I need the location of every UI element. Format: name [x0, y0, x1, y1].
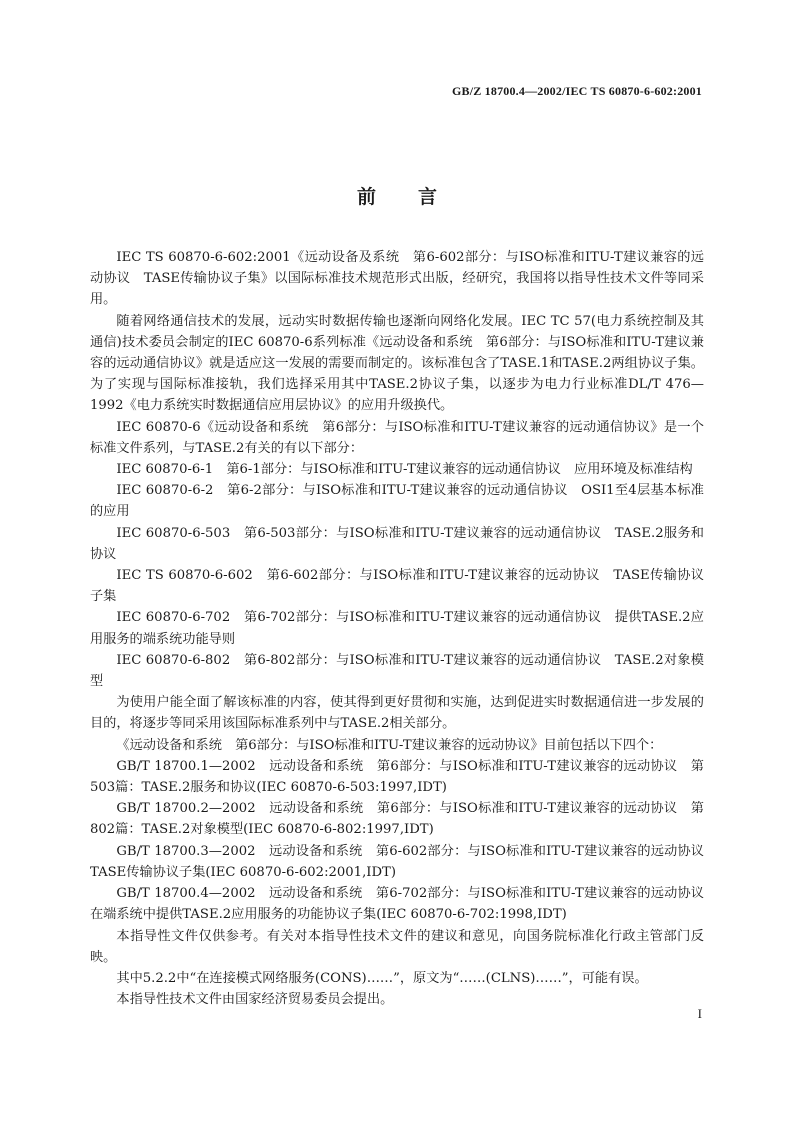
list-item: GB/T 18700.1—2002 远动设备和系统 第6部分：与ISO标准和ITU-T建议兼容的远动协议 第503篇：TASE.2服务和协议(IEC 60870-6-503:1997,IDT) [90, 758, 704, 796]
paragraph: 随着网络通信技术的发展，远动实时数据传输也逐渐向网络化发展。IEC TC 57(电力系统控制及其通信)技术委员会制定的IEC 60870-6系列标准《远动设备和系统 第6部分：与ISO标准和ITU-T建议兼容的远动通信协议》就是适应这一发展的需要而制定的。该标准包含了TASE.1和TASE.2两组协议子集。为了实现与国际标准接轨，我们选择采用其中TASE.2协议子集，以逐步为电力行业标准DL/T 476—1992《电力系统实时数据通信应用层协议》的应用升级换代。 [90, 313, 704, 414]
list-item: GB/T 18700.4—2002 远动设备和系统 第6-702部分：与ISO标准和ITU-T建议兼容的远动协议 在端系统中提供TASE.2应用服务的功能协议子集(IEC 60870-6-702:1998,IDT) [90, 886, 718, 923]
list-item: IEC 60870-6-2 第6-2部分：与ISO标准和ITU-T建议兼容的远动通信协议 OSI1至4层基本标准的应用 [90, 483, 704, 520]
paragraph: 为使用户能全面了解该标准的内容，使其得到更好贯彻和实施，达到促进实时数据通信进一步发展的目的，将逐步等同采用该国际标准系列中与TASE.2相关部分。 [90, 695, 704, 732]
paragraph: 本指导性文件仅供参考。有关对本指导性技术文件的建议和意见，向国务院标准化行政主管部门反映。 [90, 928, 704, 965]
list-item: IEC 60870-6-702 第6-702部分：与ISO标准和ITU-T建议兼容的远动通信协议 提供TASE.2应用服务的端系统功能导则 [90, 610, 704, 647]
page-number: I [697, 1006, 702, 1021]
list-item: IEC 60870-6-503 第6-503部分：与ISO标准和ITU-T建议兼容的远动通信协议 TASE.2服务和协议 [90, 525, 704, 562]
paragraph: 本指导性技术文件由国家经济贸易委员会提出。 [116, 992, 394, 1008]
list-item: IEC 60870-6-802 第6-802部分：与ISO标准和ITU-T建议兼容的远动通信协议 TASE.2对象模型 [90, 652, 704, 690]
paragraph: IEC 60870-6《远动设备和系统 第6部分：与ISO标准和ITU-T建议兼容的远动通信协议》是一个标准文件系列，与TASE.2有关的有以下部分： [90, 419, 704, 456]
document-header: GB/Z 18700.4—2002/IEC TS 60870-6-602:2001 [452, 84, 702, 98]
list-item: IEC TS 60870-6-602 第6-602部分：与ISO标准和ITU-T建议兼容的远动协议 TASE传输协议子集 [90, 568, 704, 605]
document-body [90, 247, 718, 1010]
paragraph: IEC TS 60870-6-602:2001《远动设备及系统 第6-602部分：与ISO标准和ITU-T建议兼容的远动协议 TASE传输协议子集》以国际标准技术规范形式出版，经研究，我国将以指导性技术文件等同采用。 [90, 250, 704, 308]
list-item: GB/T 18700.2—2002 远动设备和系统 第6部分：与ISO标准和ITU-T建议兼容的远动协议 第802篇：TASE.2对象模型(IEC 60870-6-802:1997,IDT) [90, 801, 704, 838]
list-item: GB/T 18700.3—2002 远动设备和系统 第6-602部分：与ISO标准和ITU-T建议兼容的远动协议 TASE传输协议子集(IEC 60870-6-602:2001,IDT) [90, 843, 718, 880]
paragraph: 其中5.2.2中“在连接模式网络服务(CONS)……”，原文为“……(CLNS)……”，可能有误。 [116, 970, 648, 986]
paragraph: 《远动设备和系统 第6部分：与ISO标准和ITU-T建议兼容的远动协议》目前包括以下四个： [116, 737, 663, 753]
list-item: IEC 60870-6-1 第6-1部分：与ISO标准和ITU-T建议兼容的远动通信协议 应用环境及标准结构 [116, 462, 693, 478]
page-title: 前言 [356, 186, 479, 208]
